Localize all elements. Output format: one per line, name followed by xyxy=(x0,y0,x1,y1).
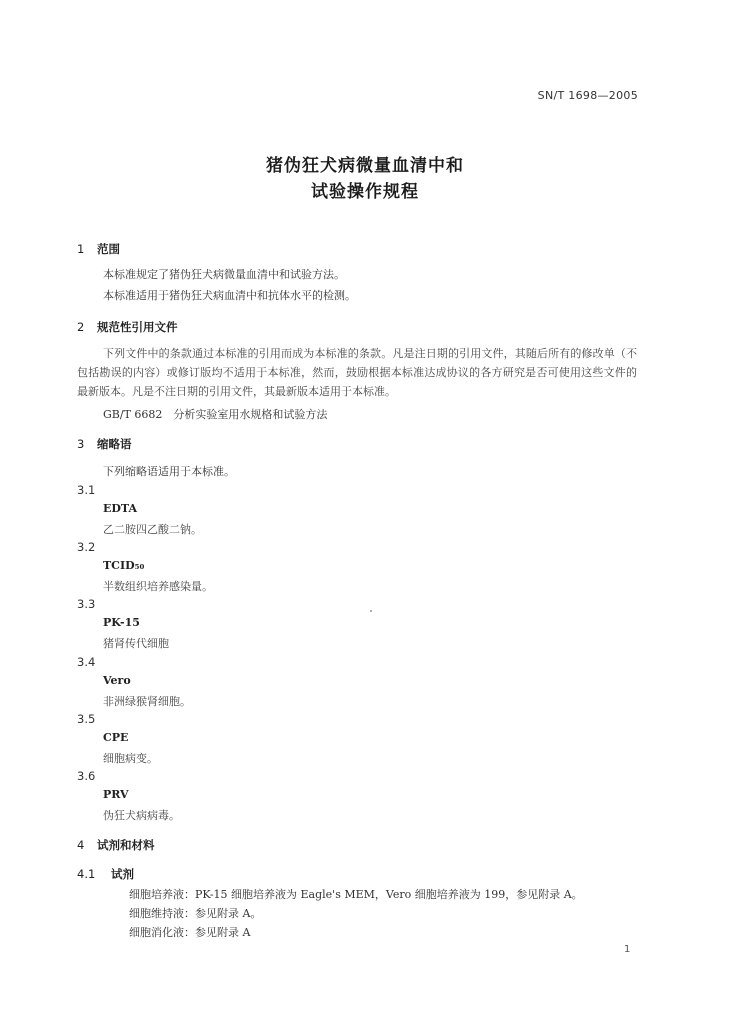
section-heading-abbreviations xyxy=(77,436,132,452)
term-definition: 乙二胺四乙酸二钠。 xyxy=(103,523,202,536)
document-title-line-2: 试验操作规程 xyxy=(311,182,419,202)
reagent-item: 细胞培养液：PK-15 细胞培养液为 Eagle's MEM，Vero 细胞培养液为 199，参见附录 A。 xyxy=(129,888,583,901)
references-paragraph: 下列文件中的条款通过本标准的引用而成为本标准的条款。凡是注日期的引用文件，其随后所有的修改单（不包括勘误的内容）或修订版均不适用于本标准，然而，鼓励根据本标准达成协议的各方研究是否可使用这些文件的最新版本。凡是不注日期的引用文件，其最新版本适用于本标准。 xyxy=(77,347,637,398)
subsection-heading-reagents xyxy=(77,866,134,882)
term-abbreviation: PK-15 xyxy=(103,616,140,629)
section-title: 试剂和材料 xyxy=(97,838,155,852)
section-number: 3 xyxy=(77,437,85,451)
paragraph: 本标准规定了猪伪狂犬病微量血清中和试验方法。 xyxy=(103,268,345,281)
scan-speck xyxy=(370,610,372,612)
term-abbreviation: CPE xyxy=(103,731,129,744)
reagent-item: 细胞消化液：参见附录 A xyxy=(129,926,251,939)
section-title: 缩略语 xyxy=(97,437,132,451)
section-title: 规范性引用文件 xyxy=(97,320,178,334)
standard-number: SN/T 1698—2005 xyxy=(537,89,638,102)
term-number: 3.1 xyxy=(77,483,96,497)
term-definition: 猪肾传代细胞 xyxy=(103,637,169,650)
section-heading-references xyxy=(77,319,178,335)
section-title: 范围 xyxy=(97,242,120,256)
term-number: 3.2 xyxy=(77,540,96,554)
term-abbreviation: PRV xyxy=(103,788,129,801)
term-abbreviation: TCID₅₀ xyxy=(103,559,145,572)
page-number: 1 xyxy=(624,944,631,955)
section-heading-scope xyxy=(77,241,120,257)
reference-item: GB/T 6682 分析实验室用水规格和试验方法 xyxy=(103,408,328,421)
document-title-line-1: 猪伪狂犬病微量血清中和 xyxy=(266,156,464,176)
term-number: 3.4 xyxy=(77,655,96,669)
term-definition: 半数组织培养感染量。 xyxy=(103,580,213,593)
term-number: 3.3 xyxy=(77,597,96,611)
section-number: 1 xyxy=(77,242,85,256)
subsection-number: 4.1 xyxy=(77,867,96,881)
paragraph: 本标准适用于猪伪狂犬病血清中和抗体水平的检测。 xyxy=(103,289,356,302)
term-definition: 非洲绿猴肾细胞。 xyxy=(103,695,191,708)
term-number: 3.6 xyxy=(77,769,96,783)
reagent-item: 细胞维持液：参见附录 A。 xyxy=(129,907,262,920)
subsection-title: 试剂 xyxy=(111,867,134,881)
section-heading-reagents-materials xyxy=(77,837,155,853)
section-number: 4 xyxy=(77,838,85,852)
term-abbreviation: EDTA xyxy=(103,502,138,515)
term-definition: 细胞病变。 xyxy=(103,752,158,765)
term-definition: 伪狂犬病病毒。 xyxy=(103,809,180,822)
paragraph: 下列缩略语适用于本标准。 xyxy=(103,465,235,478)
section-number: 2 xyxy=(77,320,85,334)
term-number: 3.5 xyxy=(77,712,96,726)
term-abbreviation: Vero xyxy=(103,674,131,687)
